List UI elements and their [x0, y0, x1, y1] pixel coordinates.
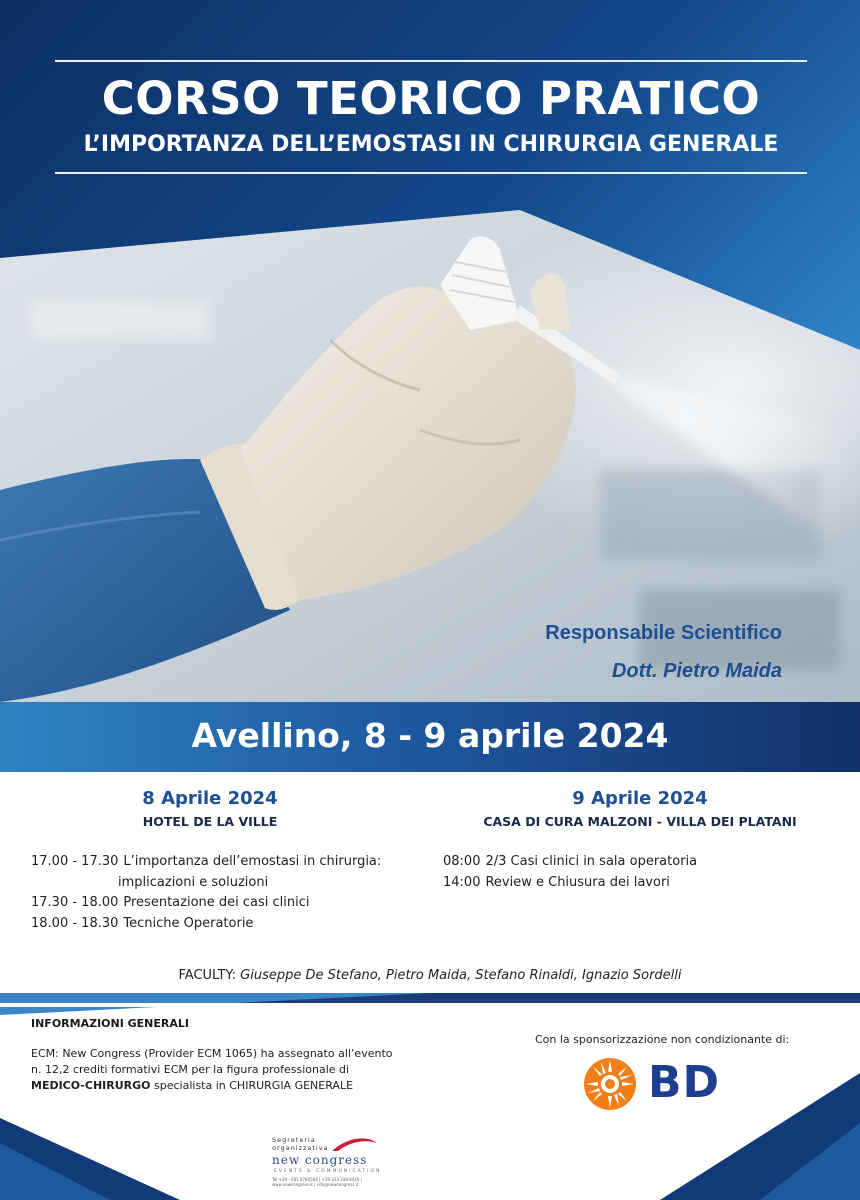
- schedule-title: Review e Chiusura dei lavori: [485, 874, 670, 890]
- info-title: INFORMAZIONI GENERALI: [31, 1017, 189, 1030]
- schedule-item: [31, 914, 431, 935]
- course-subtitle: L’IMPORTANZA DELL’EMOSTASI IN CHIRURGIA GENERALE: [83, 132, 779, 157]
- specialty-text: specialista in CHIRURGIA GENERALE: [150, 1079, 354, 1092]
- info-line: [31, 1078, 431, 1094]
- schedule-time: 17.00 - 17.30: [31, 854, 119, 869]
- schedule-title: Tecniche Operatorie: [123, 915, 254, 931]
- new-congress-logo: [272, 1133, 392, 1193]
- title-rule-top: [55, 60, 807, 62]
- profession-bold: MEDICO-CHIRURGO: [31, 1079, 151, 1092]
- schedule-item: [31, 852, 431, 873]
- bd-sunburst-icon: [583, 1057, 637, 1111]
- day2-schedule: [443, 852, 843, 893]
- schedule-title: Presentazione dei casi clinici: [123, 895, 310, 910]
- schedule-time: 18.00 - 18.30: [31, 915, 119, 931]
- info-line: n. 12,2 crediti formativi ECM per la figura professionale di: [31, 1063, 350, 1076]
- day1-venue: HOTEL DE LA VILLE: [142, 814, 278, 829]
- bd-logo-text: BD: [648, 1057, 721, 1108]
- schedule-title: L’importanza dell’emostasi in chirurgia:: [123, 854, 382, 869]
- sponsor-note: Con la sponsorizzazione non condizionante di:: [535, 1033, 790, 1046]
- day1-header: [60, 788, 360, 829]
- faculty-names: Giuseppe De Stefano, Pietro Maida, Stefano Rinaldi, Ignazio Sordelli: [240, 968, 682, 983]
- schedule-title: 2/3 Casi clinici in sala operatoria: [485, 854, 698, 869]
- day2-venue: CASA DI CURA MALZONI - VILLA DEI PLATANI: [483, 814, 797, 829]
- schedule-item: [443, 873, 843, 894]
- organizer-label-line1: Segreteria: [272, 1136, 316, 1144]
- event-location-date: Avellino, 8 - 9 aprile 2024: [191, 716, 669, 755]
- schedule-item: [443, 852, 843, 873]
- day2-date: 9 Aprile 2024: [572, 788, 708, 809]
- schedule-time: 14:00: [443, 874, 481, 890]
- schedule-time: 08:00: [443, 854, 481, 869]
- organizer-name: new congress: [272, 1153, 368, 1167]
- schedule-time: 17.30 - 18.00: [31, 895, 119, 910]
- day1-schedule: [31, 852, 431, 934]
- info-line: ECM: New Congress (Provider ECM 1065) ha assegnato all’evento: [31, 1047, 393, 1060]
- schedule-title-continued: implicazioni e soluzioni: [118, 874, 269, 890]
- day1-date: 8 Aprile 2024: [142, 788, 278, 809]
- info-text: [31, 1046, 431, 1094]
- day2-header: [460, 788, 820, 829]
- title-rule-bottom: [55, 172, 807, 174]
- scientific-lead-name: Dott. Pietro Maida: [611, 660, 782, 682]
- date-band: [0, 702, 860, 772]
- organizer-label-line2: organizzativa: [272, 1144, 329, 1152]
- course-title: CORSO TEORICO PRATICO: [101, 72, 761, 125]
- faculty-line: [0, 968, 860, 983]
- faculty-label: FACULTY:: [178, 968, 237, 983]
- organizer-tagline: EVENTS & COMMUNICATION: [274, 1169, 382, 1174]
- schedule-item: [31, 893, 431, 914]
- title-block: [55, 60, 807, 174]
- scientific-lead-label: Responsabile Scientifico: [545, 622, 782, 644]
- organizer-contacts: Tel +39 - 081 8780584 | +39 334 248 8440 | www.newcongress.it | info@newcongress.it: [272, 1177, 362, 1187]
- organizer-label: [272, 1136, 329, 1152]
- bd-logo: [583, 1057, 723, 1109]
